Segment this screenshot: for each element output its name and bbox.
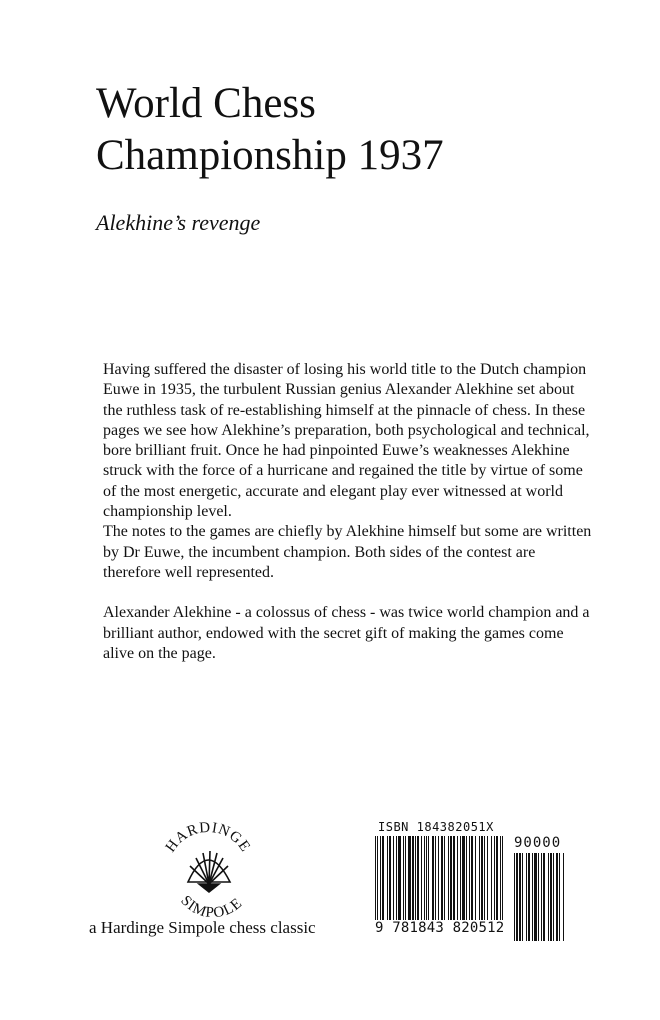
barcode-bar [450,836,452,922]
addon-digits: 90000 [514,835,562,851]
barcode-bar [426,836,427,922]
barcode-bar [481,836,483,922]
barcode-bar [528,853,530,941]
barcode-bar [487,836,488,922]
barcode-bar [516,853,518,941]
barcode-bar [408,836,411,922]
barcode-bar [412,836,414,922]
barcode-bar [496,836,498,922]
barcode-bar [491,836,492,922]
barcode-bar [532,853,533,941]
barcode-bar [453,836,455,922]
book-title-line-2: Championship 1937 [96,132,444,179]
barcode-bar [466,836,467,922]
barcode-bar [421,836,422,932]
barcode-bar [522,853,523,941]
publisher-logo [150,818,266,918]
barcode-bar [484,836,485,922]
series-line: a Hardinge Simpole chess classic [89,918,316,937]
barcode-bar [559,853,560,941]
barcode-bar [377,836,378,932]
barcode-bar [428,836,429,922]
barcode-bar [382,836,384,922]
barcode-bar [500,836,501,922]
barcode-bar [375,836,376,932]
barcode-bar [438,836,439,922]
barcode-bar [460,836,461,932]
svg-text:SIMPOLE [177,893,245,918]
barcode-bar [534,853,537,941]
barcode-bar [479,836,480,922]
addon-barcode-bars [514,853,576,941]
barcode-bar [556,853,558,941]
back-cover-blurb [103,360,593,664]
barcode-bar [553,853,554,941]
barcode-bar [541,853,542,941]
barcode-bar [494,836,495,922]
barcode-bar [526,853,527,941]
barcode-bar [469,836,470,922]
ean-digits: 9 781843 820512 [375,920,511,936]
barcode-bar [403,836,404,922]
barcode-bar [548,853,549,941]
book-subtitle: Alekhine’s revenge [96,210,261,235]
barcode-bar [432,836,434,922]
barcode-bar [444,836,445,922]
scallop-shell-icon [150,818,266,918]
book-title-line-1: World Chess [96,80,316,127]
barcode-bar [457,836,458,922]
barcode-bar [387,836,388,922]
isbn-barcode [375,820,580,940]
barcode-bar [538,853,539,941]
barcode-bar [396,836,397,922]
barcode-bar [543,853,545,941]
barcode-bar [448,836,449,922]
ean-barcode-bars [375,836,507,932]
barcode-bar [519,853,521,941]
barcode-bar [475,836,476,922]
logo-bottom-text: SIMPOLE [177,892,246,918]
logo-top-text: HARDINGE [162,819,254,856]
barcode-bar [424,836,425,922]
blurb-paragraph-2: The notes to the games are chiefly by Alekhine himself but some are written by Dr Euwe, the incumbent champion. Both sides of the contest are therefore well represented. [103,523,592,581]
barcode-bar [563,853,564,941]
barcode-bar [380,836,381,922]
barcode-bar [462,836,465,932]
book-title [96,78,616,182]
blurb-paragraph-1: Having suffered the disaster of losing his world title to the Dutch champion Euwe in 1935, the turbulent Russian genius Alexander Alekhine set about the ruthless task of re-establishing himself at the pinnacle of chess. In these pages we see how Alekhine’s preparation, both psychological and technical, bore brilliant fruit. Once he had pinpointed Euwe’s weaknesses Alekhine struck with the force of a hurricane and regained the title by virtue of some of the most energetic, accurate and elegant play ever witnessed at world championship level. [103,361,590,521]
barcode-bar [405,836,406,922]
barcode-bar [415,836,416,922]
svg-text:HARDINGE [163,820,254,856]
barcode-bar [393,836,394,922]
barcode-bar [441,836,443,922]
barcode-bar [550,853,552,941]
isbn-label: ISBN 184382051X [378,820,494,834]
barcode-bar [435,836,436,922]
barcode-bar [398,836,401,922]
barcode-bar [502,836,503,932]
barcode-bar [417,836,419,932]
barcode-bar [514,853,515,941]
blurb-paragraph-3: Alexander Alekhine - a colossus of chess - was twice world champion and a brilliant author, endowed with the secret gift of making the games come alive on the page. [103,604,590,662]
barcode-bar [389,836,391,922]
barcode-bar [471,836,473,922]
